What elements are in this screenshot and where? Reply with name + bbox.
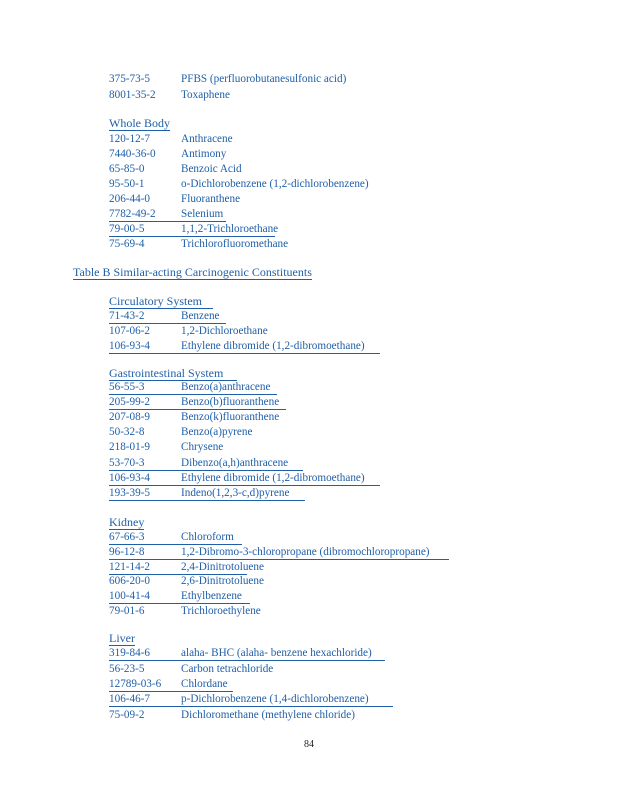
cas-number: 50-32-8 <box>109 426 145 438</box>
chemical-name: Dibenzo(a,h)anthracene <box>181 457 289 469</box>
list-item <box>109 530 242 545</box>
cas-number: 107-06-2 <box>109 325 151 337</box>
chemical-name: Chlordane <box>181 678 228 690</box>
chemical-name: Trichlorofluoromethane <box>181 238 289 250</box>
chemical-name: 1,2-Dichloroethane <box>181 325 268 337</box>
chemical-name: 2,6-Dinitrotoluene <box>181 575 264 587</box>
chemical-name: Ethylbenzene <box>181 590 242 602</box>
cas-number: 106-93-4 <box>109 472 151 484</box>
chemical-name: p-Dichlorobenzene (1,4-dichlorobenzene) <box>181 693 369 705</box>
section-heading-circulatory: Circulatory System <box>109 294 213 309</box>
list-item <box>109 560 264 575</box>
cas-number: 56-23-5 <box>109 663 145 675</box>
cas-number: 206-44-0 <box>109 193 151 205</box>
cas-number: 606-20-0 <box>109 575 151 587</box>
chemical-name: Benzene <box>181 310 220 322</box>
chemical-name: Carbon tetrachloride <box>181 663 274 675</box>
list-item <box>109 380 277 395</box>
chemical-name: Benzo(k)fluoranthene <box>181 411 280 423</box>
cas-number: 79-00-5 <box>109 223 145 235</box>
chemical-name: Benzo(a)pyrene <box>181 426 253 438</box>
cas-number: 96-12-8 <box>109 546 145 558</box>
chemical-name: Dichloromethane (methylene chloride) <box>181 709 355 721</box>
section-heading-gastrointestinal: Gastrointestinal System <box>109 366 237 381</box>
list-item <box>109 309 226 324</box>
chemical-name: Chrysene <box>181 441 224 453</box>
chemical-name: Antimony <box>181 148 227 160</box>
page-number: 84 <box>304 739 314 750</box>
chemical-name: Chloroform <box>181 531 234 543</box>
chemical-name: Toxaphene <box>181 89 230 101</box>
cas-number: 65-85-0 <box>109 163 145 175</box>
cas-number: 56-55-3 <box>109 381 145 393</box>
section-heading-whole-body: Whole Body <box>109 116 170 130</box>
cas-number: 7440-36-0 <box>109 148 156 160</box>
chemical-name: Selenium <box>181 208 224 220</box>
cas-number: 121-14-2 <box>109 561 151 573</box>
table-b-title: Table B Similar-acting Carcinogenic Constituents <box>73 265 312 279</box>
cas-number: 100-41-4 <box>109 590 151 602</box>
cas-number: 95-50-1 <box>109 178 145 190</box>
chemical-name: Trichloroethylene <box>181 605 261 617</box>
section-heading-kidney: Kidney <box>109 515 145 529</box>
chemical-name: Ethylene dibromide (1,2-dibromoethane) <box>181 472 365 484</box>
chemical-name: alaha- BHC (alaha- benzene hexachloride) <box>181 647 372 659</box>
chemical-name: Benzoic Acid <box>181 163 242 175</box>
chemical-name: Fluoranthene <box>181 193 241 205</box>
list-item <box>109 677 233 692</box>
cas-number: 375-73-5 <box>109 73 151 85</box>
chemical-name: 1,1,2-Trichloroethane <box>181 223 279 235</box>
cas-number: 106-46-7 <box>109 693 151 705</box>
list-item <box>109 545 449 560</box>
list-item <box>109 471 380 486</box>
cas-number: 12789-03-6 <box>109 678 162 690</box>
cas-number: 193-39-5 <box>109 487 151 499</box>
chemical-name: PFBS (perfluorobutanesulfonic acid) <box>181 73 347 85</box>
chemical-name: Ethylene dibromide (1,2-dibromoethane) <box>181 340 365 352</box>
list-item <box>109 646 385 661</box>
list-item <box>109 207 226 222</box>
cas-number: 205-99-2 <box>109 396 151 408</box>
list-item <box>109 692 393 707</box>
chemical-name: o-Dichlorobenzene (1,2-dichlorobenzene) <box>181 178 369 190</box>
cas-number: 218-01-9 <box>109 441 151 453</box>
list-item <box>109 486 305 501</box>
chemical-name: 2,4-Dinitrotoluene <box>181 561 264 573</box>
cas-number: 53-70-3 <box>109 457 145 469</box>
cas-number: 71-43-2 <box>109 310 145 322</box>
list-item <box>109 456 303 471</box>
cas-number: 75-09-2 <box>109 709 145 721</box>
cas-number: 7782-49-2 <box>109 208 156 220</box>
cas-number: 75-69-4 <box>109 238 145 250</box>
cas-number: 120-12-7 <box>109 133 151 145</box>
list-item <box>109 395 286 410</box>
chemical-name: Benzo(b)fluoranthene <box>181 396 280 408</box>
cas-number: 319-84-6 <box>109 647 151 659</box>
chemical-name: 1,2-Dibromo-3-chloropropane (dibromochloropropane) <box>181 546 430 558</box>
chemical-name: Anthracene <box>181 133 233 145</box>
list-item <box>109 222 279 237</box>
chemical-name: Indeno(1,2,3-c,d)pyrene <box>181 487 290 499</box>
list-item <box>109 589 250 604</box>
cas-number: 207-08-9 <box>109 411 151 423</box>
cas-number: 8001-35-2 <box>109 89 156 101</box>
cas-number: 79-01-6 <box>109 605 145 617</box>
chemical-name: Benzo(a)anthracene <box>181 381 271 393</box>
section-heading-liver: Liver <box>109 631 135 645</box>
list-item <box>109 339 380 354</box>
cas-number: 106-93-4 <box>109 340 151 352</box>
cas-number: 67-66-3 <box>109 531 145 543</box>
